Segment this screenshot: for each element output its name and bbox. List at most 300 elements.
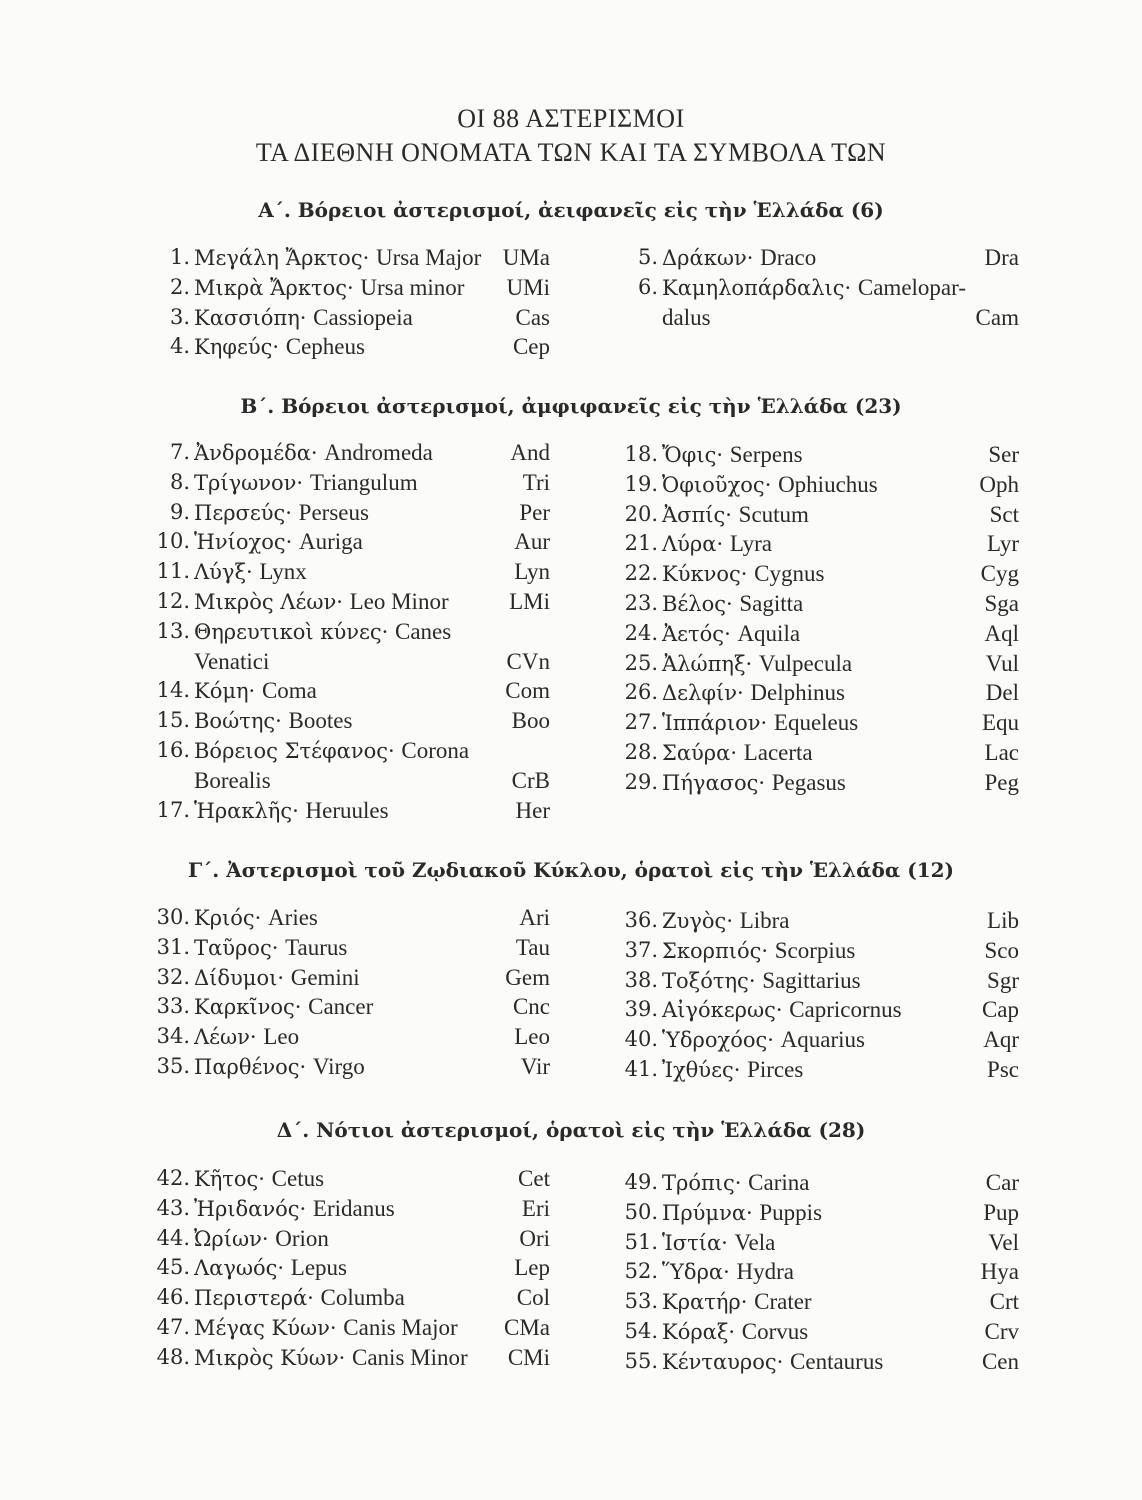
symbol-abbreviation: Psc [987, 1056, 1019, 1082]
constellation-row [614, 738, 1019, 768]
symbol-abbreviation: Cyg [980, 561, 1019, 587]
entry-name [662, 589, 803, 620]
constellation-row [614, 243, 1019, 273]
symbol-abbreviation: Tau [515, 934, 550, 960]
entry-name [194, 1283, 405, 1314]
entry-name [662, 1317, 808, 1348]
symbol-abbreviation: Com [505, 678, 550, 704]
entry-name [194, 903, 318, 934]
entry-number: 50. [624, 1199, 658, 1224]
constellation-row [146, 273, 550, 303]
constellation-row [146, 796, 550, 826]
symbol-abbreviation: Del [985, 680, 1019, 706]
entry-name [662, 1347, 883, 1378]
constellation-row [614, 529, 1019, 559]
entry-number: 51. [624, 1229, 658, 1254]
symbol-abbreviation: Gem [505, 964, 550, 990]
symbol-abbreviation: CMa [504, 1314, 550, 1340]
greek-name: Ζυγὸς· [662, 909, 733, 933]
entry-number: 44. [156, 1225, 190, 1250]
section-a-right-list [614, 243, 1019, 332]
latin-name: Aries [268, 905, 318, 930]
constellation-row [146, 498, 550, 528]
constellation-row [146, 647, 550, 677]
constellation-row [614, 273, 1019, 303]
latin-name: Cygnus [754, 561, 825, 587]
latin-name: Eridanus [312, 1195, 395, 1221]
greek-name: Τοξότης· [662, 968, 756, 993]
entry-number: 37. [624, 937, 658, 962]
symbol-abbreviation: Cap [981, 997, 1019, 1023]
symbol-abbreviation: Lyn [514, 559, 550, 585]
entry-name [662, 619, 800, 650]
symbol-abbreviation: Sct [989, 501, 1019, 527]
entry-number: 11. [156, 559, 190, 584]
entry-name [194, 963, 360, 994]
greek-name: Ὕδρα· [662, 1260, 730, 1285]
symbol-abbreviation: Cet [518, 1166, 550, 1191]
entry-name [662, 500, 809, 531]
section-a-left-list [146, 243, 550, 362]
symbol-abbreviation: Vul [985, 650, 1019, 676]
constellation-row [146, 557, 550, 587]
constellation-row [614, 303, 1019, 333]
entry-name [662, 708, 858, 739]
greek-name: Ταῦρος· [194, 935, 279, 960]
section-heading-c: Γ΄. Ἀστερισμοὶ τοῦ Ζῳδιακοῦ Κύκλου, ὁρατοὶ εἰς τὴν Ἑλλάδα (12) [188, 858, 954, 882]
greek-name: Σκορπιός· [662, 938, 769, 963]
latin-name: Vulpecula [758, 650, 853, 676]
entry-name [194, 736, 469, 767]
symbol-abbreviation: Hya [980, 1259, 1019, 1285]
latin-name: Corvus [741, 1318, 809, 1344]
latin-name: Virgo [312, 1053, 365, 1079]
latin-name: Cetus [271, 1166, 325, 1191]
greek-name: Ἱππάριον· [662, 711, 768, 736]
entry-name [662, 303, 711, 334]
greek-name: Θηρευτικοὶ κύνες· [194, 619, 389, 644]
latin-name: Lynx [259, 559, 307, 585]
greek-name: Μικρὰ Ἄρκτος· [194, 275, 354, 300]
latin-name: Centaurus [790, 1348, 884, 1374]
entry-name [662, 1198, 822, 1229]
section-b-left-list [146, 438, 550, 825]
entry-number: 29. [624, 769, 658, 794]
entry-number: 6. [637, 274, 658, 299]
symbol-abbreviation: Pup [983, 1199, 1019, 1225]
latin-name: Pegasus [771, 769, 846, 795]
entry-name [662, 440, 803, 471]
entry-number: 45. [156, 1255, 190, 1280]
constellation-row [614, 440, 1019, 470]
entry-number: 42. [156, 1166, 190, 1190]
greek-name: Δράκων· [662, 246, 754, 270]
symbol-abbreviation: Ari [519, 905, 550, 930]
symbol-abbreviation: Lyr [987, 531, 1019, 557]
section-heading-a: Α΄. Βόρειοι ἀστερισμοί, ἀειφανεῖς εἰς τὴν Ἑλλάδα (6) [258, 198, 884, 222]
symbol-abbreviation: Cep [512, 334, 550, 360]
greek-name: Βόρειος Στέφανος· [194, 738, 395, 763]
latin-name: Canis Major [343, 1314, 458, 1340]
entry-number: 20. [624, 501, 658, 526]
entry-name [194, 273, 464, 304]
entry-number: 31. [156, 934, 190, 959]
symbol-abbreviation: Lib [987, 908, 1019, 933]
entry-name [662, 738, 813, 769]
constellation-row [614, 936, 1019, 966]
constellation-row [146, 766, 550, 796]
latin-name: Ophiuchus [778, 471, 878, 497]
constellation-row [614, 470, 1019, 500]
entry-name [194, 1253, 347, 1284]
symbol-abbreviation: UMi [506, 274, 550, 300]
constellation-row [146, 527, 550, 557]
entry-number: 19. [624, 471, 658, 496]
greek-name: Ὀφιοῦχος· [662, 472, 772, 497]
constellation-row [146, 1343, 550, 1373]
symbol-abbreviation: Lac [984, 739, 1019, 765]
entry-number: 24. [624, 620, 658, 645]
latin-name: Ursa Major [375, 245, 482, 270]
constellation-row [146, 438, 550, 468]
greek-name: Λύγξ· [194, 560, 253, 585]
greek-name: Κρατήρ· [662, 1290, 748, 1315]
constellation-row [146, 676, 550, 706]
entry-name [194, 332, 365, 363]
latin-name: Heruules [305, 797, 389, 823]
symbol-abbreviation: Aqr [983, 1027, 1019, 1053]
greek-name: Λαγωός· [194, 1256, 285, 1281]
entry-name [662, 243, 816, 274]
greek-name: Κασσιόπη· [194, 305, 307, 330]
greek-name: Δελφίν· [662, 681, 744, 706]
entry-number: 28. [624, 739, 658, 764]
entry-number: 53. [624, 1289, 658, 1314]
latin-name: Gemini [290, 964, 360, 990]
entry-name [662, 470, 878, 501]
constellation-row [614, 768, 1019, 798]
greek-name: Ὠρίων· [194, 1226, 269, 1251]
symbol-abbreviation: And [510, 440, 550, 465]
entry-name [194, 992, 373, 1023]
greek-name: Κύκνος· [662, 562, 748, 587]
latin-name: Andromeda [324, 440, 433, 465]
constellation-row [146, 1164, 550, 1194]
greek-name: Ἀνδρομέδα· [194, 441, 318, 465]
greek-name: Ἡνίοχος· [194, 530, 293, 555]
greek-name: Ἱστία· [662, 1230, 728, 1255]
entry-number: 9. [169, 499, 190, 524]
constellation-row [146, 1224, 550, 1254]
entry-name [194, 438, 433, 469]
symbol-abbreviation: Leo [514, 1024, 550, 1050]
latin-name: Carina [748, 1170, 810, 1195]
symbol-abbreviation: Sgr [987, 967, 1019, 993]
entry-number: 52. [624, 1259, 658, 1284]
latin-name: Perseus [298, 499, 369, 525]
symbol-abbreviation: CVn [506, 648, 550, 674]
entry-number: 33. [156, 994, 190, 1019]
latin-name: Borealis [194, 767, 271, 793]
constellation-row [614, 1317, 1019, 1347]
greek-name: Τρίγωνον· [194, 470, 304, 495]
page-subtitle: ΤΑ ΔΙΕΘΝΗ ΟΝΟΜΑΤΑ ΤΩΝ ΚΑΙ ΤΑ ΣΥΜΒΟΛΑ ΤΩΝ [255, 138, 887, 167]
latin-name: Auriga [298, 529, 363, 555]
entry-name [194, 587, 449, 618]
latin-name: Canes [394, 618, 452, 644]
entry-name [194, 1224, 329, 1255]
entry-name [662, 649, 852, 680]
entry-number: 32. [156, 964, 190, 989]
constellation-row [146, 1253, 550, 1283]
latin-name: Sagittarius [762, 967, 861, 993]
entry-name [194, 243, 481, 274]
constellation-row [146, 1194, 550, 1224]
section-d-right-list [614, 1168, 1019, 1377]
symbol-abbreviation: LMi [509, 588, 550, 614]
latin-name: Coma [261, 678, 317, 704]
greek-name: Ἀετός· [662, 621, 731, 646]
constellation-row [146, 303, 550, 333]
entry-name [662, 1025, 865, 1056]
entry-name [662, 559, 824, 590]
greek-name: Πήγασος· [662, 770, 766, 795]
entry-number: 35. [156, 1053, 190, 1078]
symbol-abbreviation: Crt [989, 1289, 1019, 1315]
constellation-row [614, 678, 1019, 708]
latin-name: Draco [760, 245, 817, 270]
constellation-row [146, 992, 550, 1022]
entry-name [194, 1052, 365, 1083]
entry-name [194, 933, 347, 964]
entry-number: 16. [156, 737, 190, 762]
entry-number: 4. [169, 334, 190, 359]
entry-name [194, 1164, 324, 1195]
greek-name: Κηφεύς· [194, 335, 280, 360]
entry-number: 2. [169, 274, 190, 299]
latin-name: Camelopar- [857, 274, 966, 300]
latin-name: Columba [320, 1285, 405, 1311]
greek-name: Καμηλοπάρδαλις· [662, 275, 852, 300]
entry-name [194, 706, 352, 737]
latin-name: Cassiopeia [313, 304, 413, 330]
entry-number: 1. [169, 245, 190, 269]
symbol-abbreviation: Aql [984, 620, 1019, 646]
symbol-abbreviation: Cam [975, 304, 1019, 330]
constellation-row [146, 706, 550, 736]
entry-name [662, 1055, 803, 1086]
constellation-row [614, 1257, 1019, 1287]
symbol-abbreviation: Aur [514, 529, 550, 555]
constellation-row [614, 708, 1019, 738]
latin-name: Lyra [729, 531, 772, 557]
entry-number: 17. [156, 797, 190, 822]
entry-number: 10. [156, 529, 190, 554]
symbol-abbreviation: Dra [984, 245, 1019, 270]
latin-name: Crater [754, 1289, 812, 1315]
constellation-row [614, 589, 1019, 619]
symbol-abbreviation: Ser [988, 442, 1019, 467]
entry-number: 25. [624, 650, 658, 675]
symbol-abbreviation: CrB [511, 767, 550, 793]
latin-name: Triangulum [309, 469, 418, 495]
greek-name: Ἠριδανός· [194, 1196, 307, 1221]
entry-name [194, 796, 389, 827]
latin-name: Taurus [285, 934, 348, 960]
latin-name: Cancer [308, 994, 374, 1020]
greek-name: Καρκῖνος· [194, 995, 302, 1020]
greek-name: Κριός· [194, 906, 262, 930]
latin-name: Puppis [759, 1199, 823, 1225]
entry-name [662, 273, 966, 304]
greek-name: Ἰχθύες· [662, 1057, 741, 1082]
entry-number: 13. [156, 618, 190, 643]
entry-number: 14. [156, 678, 190, 703]
constellation-row [146, 332, 550, 362]
greek-name: Ὄφις· [662, 443, 724, 467]
latin-name: Canis Minor [352, 1344, 468, 1370]
latin-name: Orion [275, 1225, 329, 1251]
latin-name: Libra [739, 908, 790, 933]
constellation-row [614, 559, 1019, 589]
entry-name [662, 1257, 794, 1288]
latin-name: Scorpius [774, 937, 856, 963]
entry-number: 41. [624, 1056, 658, 1081]
entry-name [194, 617, 451, 648]
latin-name: Venatici [194, 648, 270, 674]
latin-name: Leo [263, 1024, 300, 1050]
entry-number: 15. [156, 708, 190, 733]
latin-name: Hydra [736, 1259, 794, 1285]
section-b-right-list [614, 440, 1019, 798]
entry-number: 34. [156, 1024, 190, 1049]
constellation-row [146, 1022, 550, 1052]
entry-name [662, 1287, 812, 1318]
constellation-row [614, 906, 1019, 936]
symbol-abbreviation: Boo [511, 708, 550, 734]
symbol-abbreviation: Sco [984, 937, 1019, 963]
symbol-abbreviation: Vir [520, 1053, 550, 1079]
greek-name: Πρύμνα· [662, 1200, 753, 1225]
section-heading-b: Β΄. Βόρειοι ἀστερισμοί, ἀμφιφανεῖς εἰς τὴν Ἑλλάδα (23) [240, 394, 902, 418]
entry-name [194, 766, 271, 797]
entry-number: 43. [156, 1195, 190, 1220]
entry-name [194, 1343, 468, 1374]
entry-number: 22. [624, 561, 658, 586]
greek-name: Κόμη· [194, 679, 256, 704]
latin-name: dalus [662, 304, 711, 330]
entry-name [194, 647, 269, 678]
entry-name [662, 936, 855, 967]
constellation-row [146, 617, 550, 647]
entry-name [194, 1313, 458, 1344]
section-d-left-list [146, 1164, 550, 1373]
latin-name: Leo Minor [349, 588, 449, 614]
entry-name [194, 303, 413, 334]
greek-name: Λύρα· [662, 532, 724, 557]
entry-name [194, 1194, 395, 1225]
greek-name: Ἀσπίς· [662, 502, 732, 527]
constellation-row [614, 1287, 1019, 1317]
symbol-abbreviation: Ori [519, 1225, 550, 1251]
latin-name: Lacerta [743, 739, 813, 765]
latin-name: Sagitta [739, 590, 804, 616]
entry-name [194, 527, 363, 558]
entry-number: 39. [624, 997, 658, 1022]
latin-name: Aquarius [780, 1027, 865, 1053]
greek-name: Βοώτης· [194, 709, 282, 734]
constellation-row [146, 1283, 550, 1313]
symbol-abbreviation: Peg [984, 769, 1019, 795]
entry-number: 18. [624, 442, 658, 466]
entry-name [194, 468, 418, 499]
latin-name: Delphinus [750, 680, 845, 706]
latin-name: Ursa minor [360, 274, 465, 300]
symbol-abbreviation: Vel [988, 1229, 1019, 1255]
entry-number: 5. [637, 245, 658, 269]
constellation-row [146, 736, 550, 766]
entry-number: 23. [624, 590, 658, 615]
latin-name: Pirces [747, 1056, 804, 1082]
greek-name: Κόραξ· [662, 1319, 736, 1344]
entry-number: 21. [624, 531, 658, 556]
entry-name [662, 966, 861, 997]
constellation-row [614, 649, 1019, 679]
entry-name [662, 1168, 809, 1199]
constellation-row [146, 963, 550, 993]
symbol-abbreviation: Tri [522, 469, 550, 495]
constellation-row [614, 619, 1019, 649]
entry-number: 47. [156, 1314, 190, 1339]
greek-name: Λέων· [194, 1025, 257, 1050]
entry-number: 7. [169, 440, 190, 464]
entry-number: 30. [156, 905, 190, 929]
entry-number: 55. [624, 1348, 658, 1373]
entry-name [194, 676, 317, 707]
latin-name: Corona [401, 737, 470, 763]
entry-number: 38. [624, 967, 658, 992]
latin-name: Bootes [288, 708, 353, 734]
greek-name: Βέλος· [662, 591, 733, 616]
greek-name: Δίδυμοι· [194, 965, 285, 990]
constellation-row [614, 966, 1019, 996]
entry-name [662, 995, 902, 1026]
symbol-abbreviation: Per [519, 499, 550, 525]
greek-name: Κένταυρος· [662, 1349, 784, 1374]
constellation-row [146, 587, 550, 617]
page-title: ΟΙ 88 ΑΣΤΕΡΙΣΜΟΙ [457, 104, 685, 133]
greek-name: Μικρὸς Κύων· [194, 1345, 346, 1370]
greek-name: Ἡρακλῆς· [194, 798, 299, 823]
section-c-left-list [146, 903, 550, 1082]
constellation-row [146, 1052, 550, 1082]
constellation-row [146, 903, 550, 933]
symbol-abbreviation: Eri [521, 1195, 550, 1221]
greek-name: Περιστερά· [194, 1286, 314, 1311]
entry-number: 27. [624, 710, 658, 735]
constellation-row [614, 1025, 1019, 1055]
constellation-row [614, 995, 1019, 1025]
greek-name: Κῆτος· [194, 1167, 265, 1191]
constellation-row [614, 500, 1019, 530]
greek-name: Μεγάλη Ἄρκτος· [194, 246, 370, 270]
greek-name: Ὑδροχόος· [662, 1028, 774, 1053]
constellation-row [146, 1313, 550, 1343]
latin-name: Cepheus [285, 334, 365, 360]
symbol-abbreviation: Col [516, 1285, 550, 1311]
section-heading-d: Δ΄. Νότιοι ἀστερισμοί, ὁρατοὶ εἰς τὴν Ἑλλάδα (28) [276, 1118, 866, 1142]
constellation-row [614, 1228, 1019, 1258]
